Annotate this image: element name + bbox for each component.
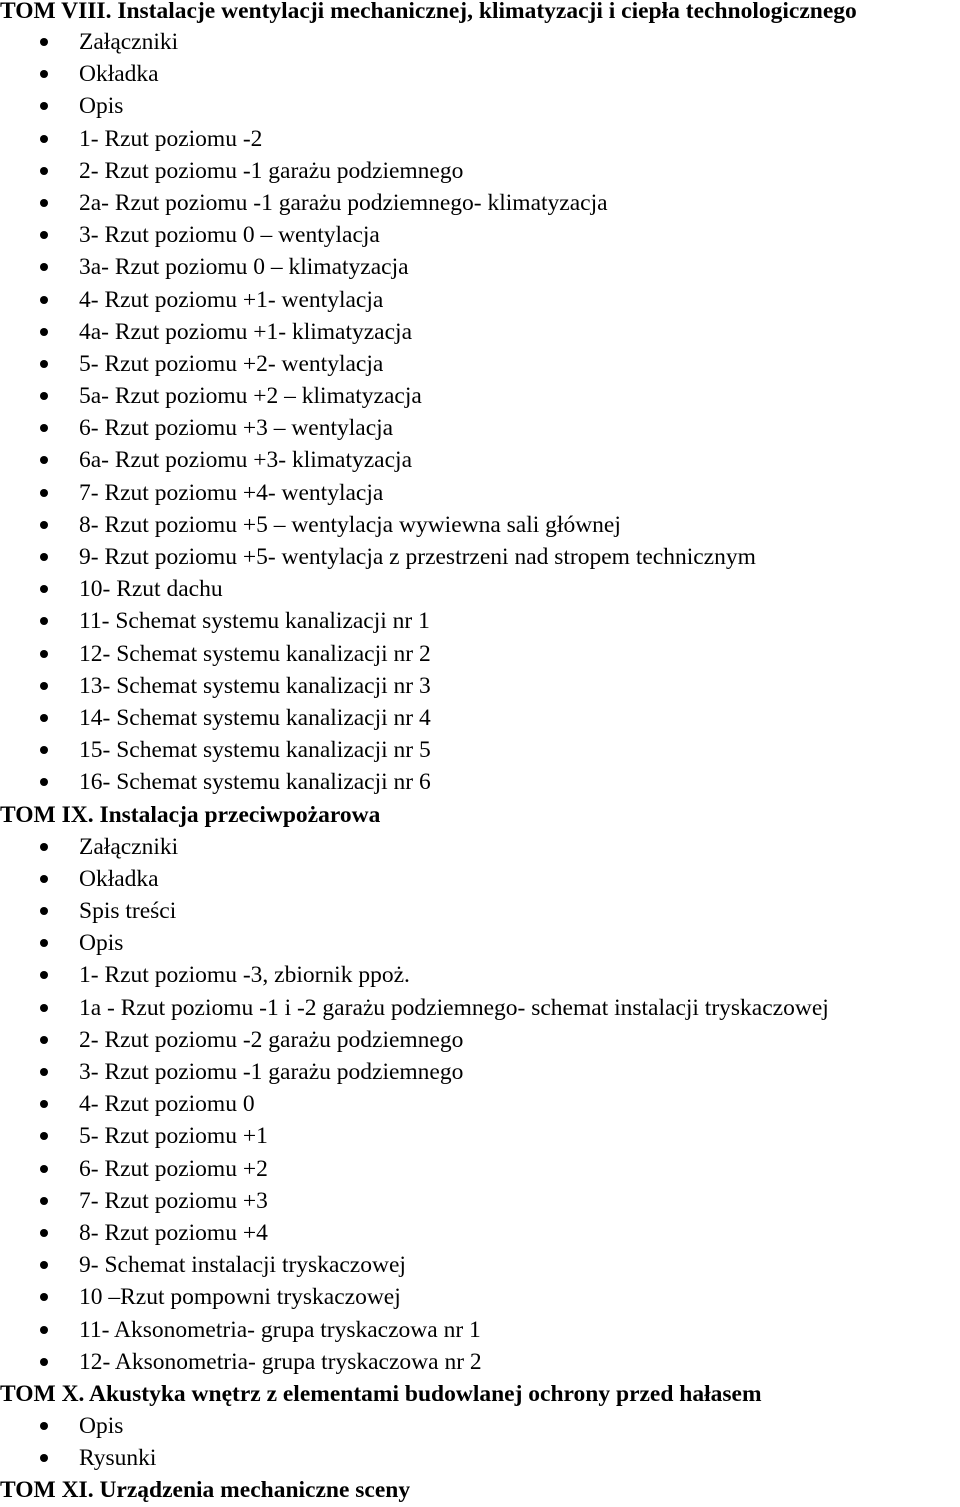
bullet-icon: [40, 907, 48, 915]
bullet-icon: [40, 360, 48, 368]
list-item: 8- Rzut poziomu +5 – wentylacja wywiewna sali głównej: [0, 509, 960, 541]
bullet-icon: [40, 199, 48, 207]
list-item: 9- Rzut poziomu +5- wentylacja z przestrzeni nad stropem technicznym: [0, 541, 960, 573]
list-item: 4- Rzut poziomu +1- wentylacja: [0, 284, 960, 316]
bullet-icon: [40, 553, 48, 561]
list-item: Załączniki: [0, 26, 960, 58]
list-item: 11- Aksonometria- grupa tryskaczowa nr 1: [0, 1314, 960, 1346]
list-item: Spis treści: [0, 895, 960, 927]
list-item: 2- Rzut poziomu -2 garażu podziemnego: [0, 1024, 960, 1056]
list-item: 14- Schemat systemu kanalizacji nr 4: [0, 702, 960, 734]
list-item: 16- Schemat systemu kanalizacji nr 6: [0, 766, 960, 798]
list-item: Opis: [0, 927, 960, 959]
bullet-icon: [40, 778, 48, 786]
list-item: 7- Rzut poziomu +3: [0, 1185, 960, 1217]
list-item: 1a - Rzut poziomu -1 i -2 garażu podziemnego- schemat instalacji tryskaczowej: [0, 992, 960, 1024]
bullet-icon: [40, 167, 48, 175]
list-item: 10 –Rzut pompowni tryskaczowej: [0, 1281, 960, 1313]
bullet-icon: [40, 1165, 48, 1173]
bullet-icon: [40, 682, 48, 690]
list-item: 11- Schemat systemu kanalizacji nr 1: [0, 605, 960, 637]
list-item: 8- Rzut poziomu +4: [0, 1217, 960, 1249]
list-item: 5- Rzut poziomu +1: [0, 1120, 960, 1152]
bullet-icon: [40, 1197, 48, 1205]
list-item: 2a- Rzut poziomu -1 garażu podziemnego- klimatyzacja: [0, 187, 960, 219]
bullet-icon: [40, 328, 48, 336]
bullet-icon: [40, 1261, 48, 1269]
list-item: 15- Schemat systemu kanalizacji nr 5: [0, 734, 960, 766]
bullet-icon: [40, 746, 48, 754]
bullet-icon: [40, 1132, 48, 1140]
section-heading: TOM XI. Urządzenia mechaniczne sceny: [0, 1477, 411, 1504]
list-item: 6a- Rzut poziomu +3- klimatyzacja: [0, 444, 960, 476]
list-item: 2- Rzut poziomu -1 garażu podziemnego: [0, 155, 960, 187]
list-item: 4a- Rzut poziomu +1- klimatyzacja: [0, 316, 960, 348]
bullet-icon: [40, 585, 48, 593]
bullet-icon: [40, 38, 48, 46]
list-item: 3a- Rzut poziomu 0 – klimatyzacja: [0, 251, 960, 283]
bullet-icon: [40, 231, 48, 239]
bullet-icon: [40, 521, 48, 529]
bullet-icon: [40, 875, 48, 883]
bullet-icon: [40, 1358, 48, 1366]
list-item: 12- Schemat systemu kanalizacji nr 2: [0, 638, 960, 670]
list-item: 5- Rzut poziomu +2- wentylacja: [0, 348, 960, 380]
list-item: Okładka: [0, 58, 960, 90]
bullet-icon: [40, 1036, 48, 1044]
bullet-icon: [40, 843, 48, 851]
list-item: 9- Schemat instalacji tryskaczowej: [0, 1249, 960, 1281]
bullet-icon: [40, 135, 48, 143]
section-heading: TOM X. Akustyka wnętrz z elementami budowlanej ochrony przed hałasem: [0, 1380, 762, 1407]
bullet-icon: [40, 263, 48, 271]
bullet-icon: [40, 1422, 48, 1430]
bullet-icon: [40, 1454, 48, 1462]
list-item: 5a- Rzut poziomu +2 – klimatyzacja: [0, 380, 960, 412]
bullet-icon: [40, 102, 48, 110]
section-heading: TOM VIII. Instalacje wentylacji mechanicznej, klimatyzacji i ciepła technologicznego: [0, 0, 857, 24]
list-item: Rysunki: [0, 1442, 960, 1474]
list-item: 6- Rzut poziomu +2: [0, 1153, 960, 1185]
bullet-icon: [40, 1068, 48, 1076]
list-item: Opis: [0, 1410, 960, 1442]
list-item: 1- Rzut poziomu -3, zbiornik ppoż.: [0, 959, 960, 991]
bullet-icon: [40, 424, 48, 432]
bullet-icon: [40, 1229, 48, 1237]
bullet-icon: [40, 296, 48, 304]
list-item: 7- Rzut poziomu +4- wentylacja: [0, 477, 960, 509]
bullet-icon: [40, 971, 48, 979]
list-item: 3- Rzut poziomu 0 – wentylacja: [0, 219, 960, 251]
bullet-icon: [40, 1326, 48, 1334]
bullet-icon: [40, 1004, 48, 1012]
bullet-icon: [40, 70, 48, 78]
bullet-icon: [40, 714, 48, 722]
bullet-icon: [40, 456, 48, 464]
section-heading: TOM IX. Instalacja przeciwpożarowa: [0, 801, 381, 828]
bullet-icon: [40, 650, 48, 658]
list-item: 6- Rzut poziomu +3 – wentylacja: [0, 412, 960, 444]
bullet-icon: [40, 1293, 48, 1301]
list-item: 12- Aksonometria- grupa tryskaczowa nr 2: [0, 1346, 960, 1378]
list-item: 4- Rzut poziomu 0: [0, 1088, 960, 1120]
bullet-icon: [40, 489, 48, 497]
bullet-icon: [40, 939, 48, 947]
list-item: Okładka: [0, 863, 960, 895]
list-item: 1- Rzut poziomu -2: [0, 123, 960, 155]
list-item: 3- Rzut poziomu -1 garażu podziemnego: [0, 1056, 960, 1088]
bullet-icon: [40, 392, 48, 400]
list-item: Załączniki: [0, 831, 960, 863]
list-item: 13- Schemat systemu kanalizacji nr 3: [0, 670, 960, 702]
list-item: Opis: [0, 90, 960, 122]
bullet-icon: [40, 617, 48, 625]
bullet-icon: [40, 1100, 48, 1108]
list-item: 10- Rzut dachu: [0, 573, 960, 605]
